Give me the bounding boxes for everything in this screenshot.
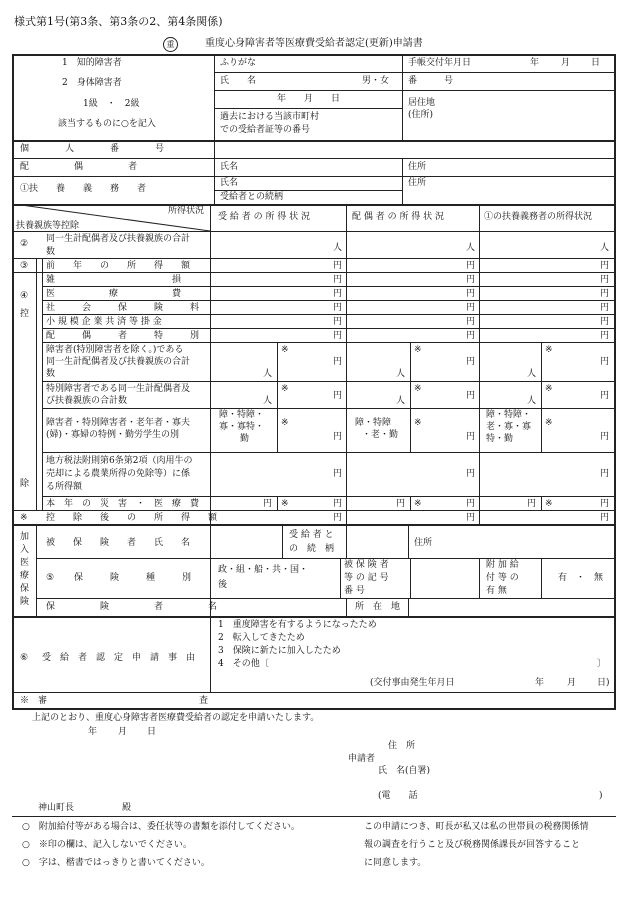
- corner-deduction-label: 扶養親族等控除: [16, 221, 80, 231]
- yen: 円: [600, 289, 610, 299]
- ded-social-insurance: 社 会 保 険 料: [46, 303, 200, 313]
- kome-mark: ※: [281, 499, 289, 509]
- ded-special-disabled-1: 特別障害者である同一生計配偶者及: [46, 384, 191, 394]
- disability-physical: 2 身体障害者: [62, 78, 122, 88]
- reason-item-4[interactable]: 4 その他〔: [218, 659, 269, 669]
- yen: 円: [466, 432, 476, 442]
- yen: 円: [333, 432, 343, 442]
- yen: 円: [466, 275, 476, 285]
- row3-yen-1: 円: [333, 261, 343, 271]
- reason-item-2[interactable]: 2 転入してきたため: [218, 633, 305, 643]
- insurance-type-options[interactable]: 政・組・船・共・国・: [218, 565, 309, 575]
- disability-intellectual: 1 知的障害者: [62, 58, 122, 68]
- address-label-2: (住所): [408, 110, 434, 120]
- row4-side-label-bottom: 除: [20, 479, 30, 489]
- birthdate-field[interactable]: 年 月 日: [277, 94, 341, 104]
- recipient-category-options[interactable]: 障・特障・: [219, 410, 265, 420]
- dependent-category-options[interactable]: 障・特障・: [486, 410, 532, 420]
- person: 人: [396, 396, 406, 406]
- application-statement: 上記のとおり、重度心身障害者医療費受給者の認定を申請いたします。: [32, 713, 320, 723]
- hb-year: 年: [530, 58, 540, 68]
- insurance-type-number: ⑤: [46, 573, 55, 583]
- tel-close: ): [599, 791, 603, 801]
- person: 人: [527, 396, 537, 406]
- insurer-location-label: 所 在 地: [355, 602, 401, 612]
- recipient-category-options[interactable]: 寡・寡特・: [219, 422, 265, 432]
- reason-item-3[interactable]: 3 保険に新たに加入したため: [218, 646, 341, 656]
- yen: 円: [466, 513, 476, 523]
- occ-day: 日): [597, 678, 610, 688]
- kome-mark: ※: [281, 384, 289, 394]
- form-title: 重度心身障害者等医療費受給者認定(更新)申請書: [205, 38, 423, 49]
- row3-label: 前 年 の 所 得 額: [46, 261, 191, 271]
- kome-mark: ※: [545, 384, 553, 394]
- row2-label-b: 数: [46, 247, 56, 257]
- insured-symbol-label-3: 番 号: [344, 586, 365, 596]
- kome-mark: ※: [414, 418, 422, 428]
- row2-number: ②: [20, 239, 29, 249]
- yen: 円: [333, 317, 343, 327]
- yen: 円: [466, 331, 476, 341]
- yen: 円: [333, 289, 343, 299]
- kome-mark: ※: [545, 418, 553, 428]
- ded-disabled-dependents-1: 障害者(特別障害者を除く。)である: [46, 345, 184, 355]
- yen: 円: [333, 357, 343, 367]
- yen: 円: [333, 513, 343, 523]
- spouse-category-options[interactable]: 障・特障: [355, 418, 392, 428]
- yen: 円: [600, 331, 610, 341]
- prev-cert-label-2: での受給者証等の番号: [220, 125, 311, 135]
- note-1: ○ 附加給付等がある場合は、委任状等の書類を添付してください。: [22, 822, 300, 832]
- after-mark: ※: [20, 513, 28, 523]
- number-label: 番 号: [408, 76, 454, 86]
- ded-category-2: (婦)・寡婦の特例・勤労学生の別: [46, 430, 180, 440]
- date-day: 日: [147, 727, 157, 737]
- date-month: 月: [118, 727, 128, 737]
- yen: 円: [333, 303, 343, 313]
- row4-number: ④: [20, 291, 29, 301]
- ded-cattle-1: 地方税法附則第6条第2項（肉用牛の: [46, 456, 193, 466]
- yen: 円: [600, 432, 610, 442]
- kome-mark: ※: [545, 499, 553, 509]
- col-header-dependent: ①の扶養義務者の所得状況: [484, 212, 593, 222]
- yen: 円: [466, 469, 476, 479]
- yen: 円: [466, 289, 476, 299]
- yen: 円: [263, 499, 273, 509]
- prev-cert-label-1: 過去における当該市町村: [220, 112, 320, 122]
- note-3: ○ 字は、楷書ではっきりと書いてください。: [22, 858, 210, 868]
- ded-disabled-dependents-3: 数: [46, 369, 56, 379]
- note-2: ○ ※印の欄は、記入しないでください。: [22, 840, 192, 850]
- income-after-deduction-label: 控 除 後 の 所 得 額: [46, 513, 218, 523]
- spouse-label: 配 偶 者: [20, 162, 138, 172]
- row3-yen-2: 円: [466, 261, 476, 271]
- personal-number-label: 個 人 番 号: [20, 144, 165, 154]
- applicant-name-label: 氏 名(自署): [378, 766, 431, 776]
- occ-month: 月: [567, 678, 577, 688]
- dependent-name-label: 氏名: [220, 178, 239, 188]
- yen: 円: [600, 513, 610, 523]
- yen: 円: [466, 391, 476, 401]
- additional-benefit-options[interactable]: 有 ・ 無: [558, 573, 604, 583]
- row2-unit-recipient: 人: [333, 243, 343, 253]
- consent-line-1: この申請につき、町長が私又は私の世帯員の税務関係情: [364, 822, 589, 832]
- occ-year: 年: [535, 678, 545, 688]
- insured-name-label: 被 保 険 者 氏 名: [46, 538, 191, 548]
- yen: 円: [333, 331, 343, 341]
- ded-category-1: 障害者・特別障害者・老年者・寡夫: [46, 418, 191, 428]
- yen: 円: [333, 499, 343, 509]
- yen: 円: [600, 357, 610, 367]
- yen: 円: [466, 317, 476, 327]
- ded-cattle-3: る所得額: [46, 482, 83, 492]
- applicant-address-label: 住 所: [388, 741, 416, 751]
- col-header-spouse: 配 偶 者 の 所 得 状 況: [352, 212, 445, 222]
- yen: 円: [466, 303, 476, 313]
- reason-number: ⑥: [20, 653, 29, 663]
- insurance-side-label: 医: [20, 558, 30, 568]
- additional-benefit-label-3: 有 無: [486, 586, 507, 596]
- ded-disaster-medical: 本 年 の 災 害 ・ 医 療 費: [46, 499, 200, 509]
- additional-benefit-label-1: 附 加 給: [486, 560, 519, 570]
- hb-month: 月: [561, 58, 571, 68]
- review-label: ※ 審: [20, 696, 48, 706]
- yen: 円: [600, 391, 610, 401]
- ded-disabled-dependents-2: 同一生計配偶者及び扶養親族の合計: [46, 357, 191, 367]
- relation-label-2: の 続 柄: [289, 544, 335, 554]
- name-label: 氏 名: [220, 76, 257, 86]
- row2-unit-dependent: 人: [600, 243, 610, 253]
- applicant-label: 申請者: [348, 754, 376, 764]
- insured-address-label: 住所: [414, 538, 433, 548]
- row4-side-label-top: 控: [20, 309, 30, 319]
- insurance-side-label: 入: [20, 545, 30, 555]
- handbook-date-label: 手帳交付年月日: [408, 58, 472, 68]
- ded-spouse-special: 配 偶 者 特 別: [46, 331, 200, 341]
- row2-unit-spouse: 人: [466, 243, 476, 253]
- spouse-name-label: 氏名: [220, 162, 239, 172]
- kome-mark: ※: [414, 499, 422, 509]
- applicant-tel-label: (電 話: [378, 791, 418, 801]
- ded-small-business: 小 規 模 企 業 共 済 等 掛 金: [46, 317, 162, 327]
- insurance-side-label: 加: [20, 532, 30, 542]
- seal-circle: 重: [163, 37, 178, 52]
- person: 人: [396, 369, 406, 379]
- ded-medical: 医 療 費: [46, 289, 182, 299]
- dependent-label: ①扶 養 義 務 者: [20, 184, 147, 194]
- dependent-relation-label: 受給者との続柄: [220, 192, 284, 202]
- yen: 円: [600, 275, 610, 285]
- form-number: 様式第1号(第3条、第3条の2、第4条関係): [14, 15, 223, 28]
- hb-day: 日: [591, 58, 601, 68]
- yen: 円: [600, 317, 610, 327]
- mayor-honorific: 殿: [122, 803, 132, 813]
- ded-misc-loss: 雑 損: [46, 275, 182, 285]
- person: 人: [527, 369, 537, 379]
- yen: 円: [600, 499, 610, 509]
- consent-line-2: 報の調査を行うこと及び税務関係課長が回答すること: [364, 840, 581, 850]
- yen: 円: [333, 469, 343, 479]
- disability-grade: 1級 ・ 2級: [83, 99, 140, 109]
- yen: 円: [466, 357, 476, 367]
- spouse-address-label: 住所: [408, 162, 427, 172]
- recipient-category-options[interactable]: 勤: [240, 434, 250, 444]
- yen: 円: [333, 275, 343, 285]
- occurrence-date-label: (交付事由発生年月日: [370, 678, 455, 688]
- row3-yen-3: 円: [600, 261, 610, 271]
- dependent-address-label: 住所: [408, 178, 427, 188]
- circle-note: 該当するものに○を記入: [58, 119, 156, 129]
- insurance-side-label: 険: [20, 597, 30, 607]
- ded-cattle-2: 売却による農業所得の免除等）に係: [46, 469, 191, 479]
- kome-mark: ※: [281, 418, 289, 428]
- row2-label: 同一生計配偶者及び扶養親族の合計: [46, 234, 191, 244]
- spouse-category-options[interactable]: ・老・勤: [362, 430, 399, 440]
- kome-mark: ※: [414, 384, 422, 394]
- review-label-2: 査: [199, 696, 209, 706]
- yen: 円: [333, 391, 343, 401]
- consent-line-3: に同意します。: [364, 858, 427, 868]
- insurance-type-options-2[interactable]: 後: [218, 580, 228, 590]
- kome-mark: ※: [545, 345, 553, 355]
- person: 人: [263, 396, 273, 406]
- dependent-category-options[interactable]: 特・勤: [486, 434, 514, 444]
- person: 人: [263, 369, 273, 379]
- yen: 円: [527, 499, 537, 509]
- row3-number: ③: [20, 261, 29, 271]
- insurance-side-label: 療: [20, 571, 30, 581]
- dependent-category-options[interactable]: 老・寡・寡: [486, 422, 532, 432]
- reason-item-1[interactable]: 1 重度障害を有するようになったため: [218, 620, 377, 630]
- mayor-label: 神山町長: [38, 803, 75, 813]
- yen: 円: [600, 469, 610, 479]
- insured-symbol-label-2: 等 の 記 号: [344, 573, 389, 583]
- yen: 円: [600, 303, 610, 313]
- reason-other-close: 〕: [597, 659, 607, 669]
- kome-mark: ※: [281, 345, 289, 355]
- insurance-type-label: 保 険 種 別: [74, 573, 192, 583]
- yen: 円: [396, 499, 406, 509]
- address-label: 居住地: [408, 98, 436, 108]
- reason-label: 受 給 者 認 定 申 請 事 由: [42, 653, 196, 663]
- insurance-side-label: 保: [20, 584, 30, 594]
- insurer-name-label: 保 険 者 名: [46, 602, 218, 612]
- ded-special-disabled-2: び扶養親族の合計数: [46, 396, 128, 406]
- col-header-recipient: 受 給 者 の 所 得 状 況: [218, 212, 311, 222]
- kome-mark: ※: [414, 345, 422, 355]
- gender-field[interactable]: 男・女: [362, 76, 390, 86]
- additional-benefit-label-2: 付 等 の: [486, 573, 519, 583]
- date-year: 年: [88, 727, 98, 737]
- relation-label-1: 受 給 者 と: [289, 530, 334, 540]
- corner-income-label: 所得状況: [168, 206, 205, 216]
- insured-symbol-label-1: 被 保 険 者: [344, 560, 389, 570]
- yen: 円: [466, 499, 476, 509]
- furigana-label: ふりがな: [220, 58, 257, 68]
